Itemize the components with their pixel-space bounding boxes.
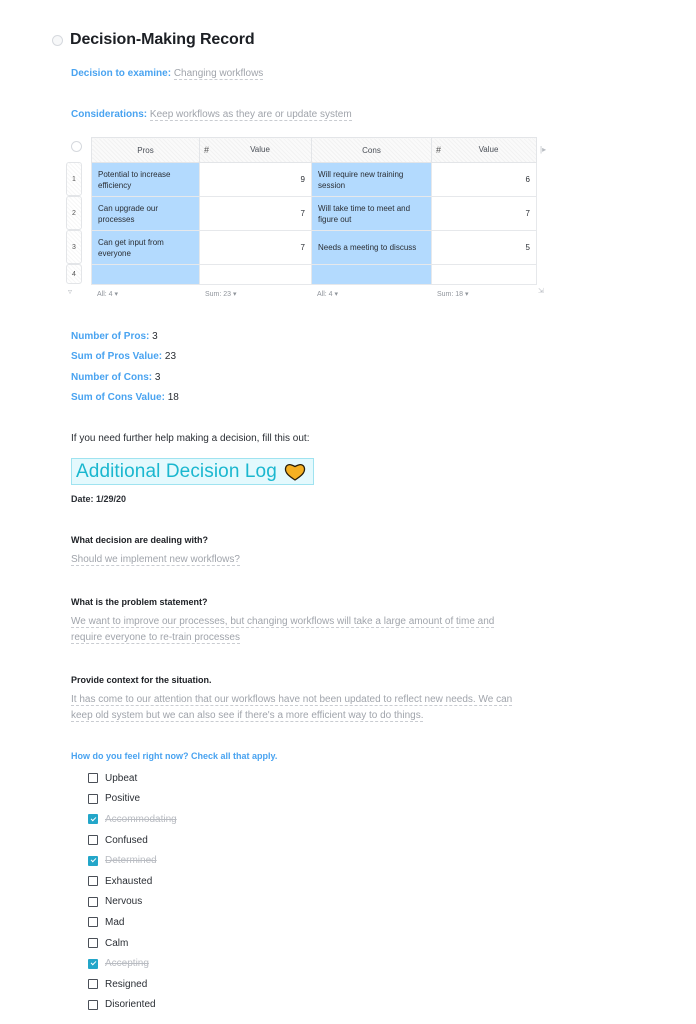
checklist-item[interactable] (88, 768, 177, 789)
question-answer[interactable]: We want to improve our processes, but changing workflows will take a large amount of time and require everyone to re-train processes (71, 616, 495, 643)
checklist-item-label: Calm (105, 937, 129, 949)
checklist-item[interactable] (88, 830, 177, 851)
table-row (92, 265, 537, 285)
table-row (92, 163, 537, 197)
feelings-heading: How do you feel right now? Check all that apply. (71, 751, 278, 761)
decision-label: Decision to examine: (71, 68, 172, 79)
checklist-item[interactable] (88, 933, 177, 954)
checklist-item[interactable] (88, 974, 177, 995)
page-header (52, 31, 255, 49)
row-number[interactable]: 1 (66, 162, 82, 196)
filter-icon[interactable]: ▿ (68, 287, 73, 296)
pro-value-cell[interactable] (200, 265, 312, 285)
decision-value[interactable]: Changing workflows (173, 68, 264, 79)
checklist-item[interactable] (88, 789, 177, 810)
considerations-field (71, 108, 352, 122)
row-number[interactable]: 4 (66, 264, 82, 284)
pro-cell[interactable]: Can upgrade our processes (92, 197, 200, 231)
checklist-item-label: Confused (105, 834, 148, 846)
decision-log-title: Additional Decision Log (76, 460, 277, 482)
con-cell[interactable]: Will take time to meet and figure out (312, 197, 432, 231)
checklist-item-label: Accepting (105, 958, 149, 970)
decision-field (71, 67, 263, 81)
pro-value-cell[interactable]: 7 (200, 197, 312, 231)
column-header-pros[interactable]: Pros (92, 138, 200, 163)
help-text: If you need further help making a decision, fill this out: (71, 433, 310, 444)
question-heading: Provide context for the situation. (71, 675, 212, 685)
log-date: Date: 1/29/20 (71, 494, 127, 504)
considerations-label: Considerations: (71, 109, 148, 120)
number-type-icon: # (204, 145, 210, 155)
checklist-item-label: Positive (105, 793, 141, 805)
pro-value-cell[interactable]: 9 (200, 163, 312, 197)
con-value-cell[interactable]: 7 (432, 197, 537, 231)
con-value-cell[interactable] (432, 265, 537, 285)
yellow-heart-icon (284, 463, 306, 481)
checklist-item[interactable] (88, 995, 177, 1016)
checklist-item-label: Nervous (105, 896, 143, 908)
checklist-item-label: Resigned (105, 978, 148, 990)
checklist-item-label: Accommodating (105, 813, 177, 825)
considerations-value[interactable]: Keep workflows as they are or update system (149, 109, 352, 120)
checklist-item[interactable] (88, 871, 177, 892)
pro-cell[interactable] (92, 265, 200, 285)
resize-handle-icon[interactable]: ⇲ (538, 288, 544, 295)
page-status-dot[interactable] (52, 35, 63, 46)
checklist-item[interactable] (88, 953, 177, 974)
row-number-column (66, 162, 82, 284)
pro-cell[interactable]: Can get input from everyone (92, 231, 200, 265)
number-of-cons: Number of Cons: 3 (71, 372, 161, 383)
question-answer[interactable]: It has come to our attention that our workflows have not been updated to reflect new needs. We can keep old system but we can also see if there's a more efficient way to do things. (71, 694, 513, 721)
checkbox-checked-icon[interactable] (88, 856, 98, 866)
checkbox-icon[interactable] (88, 897, 98, 907)
checklist-item[interactable] (88, 809, 177, 830)
checklist-item[interactable] (88, 912, 177, 933)
sum-of-pros: Sum of Pros Value: 23 (71, 351, 177, 362)
number-type-icon: # (436, 145, 442, 155)
checkbox-icon[interactable] (88, 835, 98, 845)
checklist-item-label: Determined (105, 855, 157, 867)
column-header-pros-value[interactable]: # Value (200, 138, 312, 163)
checklist-item[interactable] (88, 892, 177, 913)
cons-count-summary[interactable]: All: 4 ▾ (317, 291, 339, 298)
checkbox-icon[interactable] (88, 938, 98, 948)
question-heading: What is the problem statement? (71, 597, 208, 607)
pros-sum-summary[interactable]: Sum: 23 ▾ (205, 291, 237, 298)
checkbox-icon[interactable] (88, 917, 98, 927)
con-value-cell[interactable]: 5 (432, 231, 537, 265)
checklist-item-label: Mad (105, 916, 125, 928)
checkbox-checked-icon[interactable] (88, 959, 98, 969)
pro-value-cell[interactable]: 7 (200, 231, 312, 265)
expand-columns-icon[interactable]: |▸ (540, 145, 547, 154)
checklist-item-label: Exhausted (105, 875, 153, 887)
checklist-item-label: Upbeat (105, 772, 138, 784)
pros-count-summary[interactable]: All: 4 ▾ (97, 291, 119, 298)
column-header-cons[interactable]: Cons (312, 138, 432, 163)
decision-log-heading (71, 458, 314, 485)
number-of-pros: Number of Pros: 3 (71, 331, 158, 342)
question-heading: What decision are dealing with? (71, 535, 209, 545)
cons-sum-summary[interactable]: Sum: 18 ▾ (437, 291, 469, 298)
checklist-item-label: Disoriented (105, 999, 156, 1011)
checkbox-checked-icon[interactable] (88, 814, 98, 824)
checkbox-icon[interactable] (88, 794, 98, 804)
sum-of-cons: Sum of Cons Value: 18 (71, 392, 179, 403)
table-row (92, 197, 537, 231)
row-number[interactable]: 2 (66, 196, 82, 230)
checklist-item[interactable] (88, 850, 177, 871)
question-answer[interactable]: Should we implement new workflows? (71, 554, 240, 565)
select-all-rows-toggle[interactable] (71, 141, 82, 152)
pro-cell[interactable]: Potential to increase efficiency (92, 163, 200, 197)
con-cell[interactable]: Needs a meeting to discuss (312, 231, 432, 265)
checkbox-icon[interactable] (88, 876, 98, 886)
data-grid (91, 137, 537, 285)
column-header-cons-value[interactable]: # Value (432, 138, 537, 163)
row-number[interactable]: 3 (66, 230, 82, 264)
con-value-cell[interactable]: 6 (432, 163, 537, 197)
table-row (92, 231, 537, 265)
checkbox-icon[interactable] (88, 773, 98, 783)
feelings-checklist (88, 768, 177, 1015)
checkbox-icon[interactable] (88, 979, 98, 989)
checkbox-icon[interactable] (88, 1000, 98, 1010)
con-cell[interactable] (312, 265, 432, 285)
page-title: Decision-Making Record (70, 31, 255, 48)
con-cell[interactable]: Will require new training session (312, 163, 432, 197)
